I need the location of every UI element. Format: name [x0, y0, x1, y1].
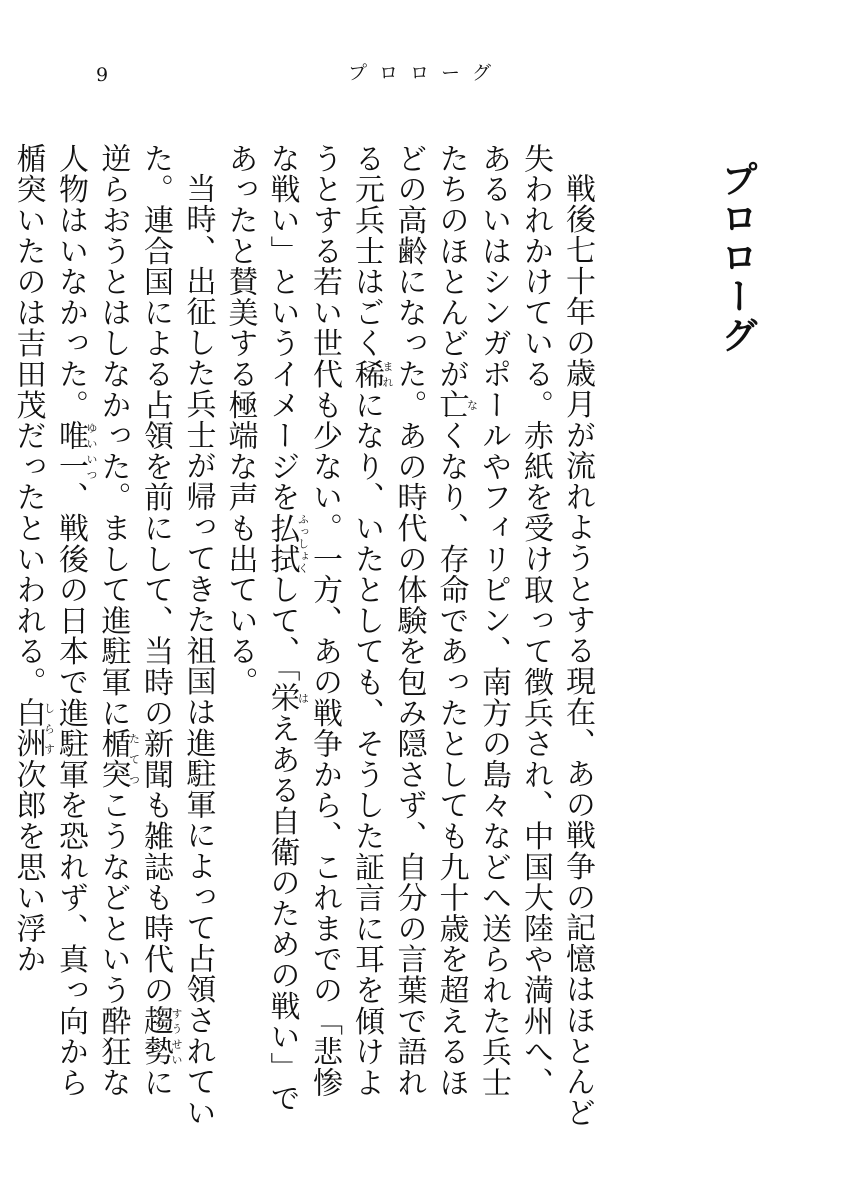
page-number: 9 — [96, 64, 109, 86]
text-run: えある自衛のための戦い」であったと賛美する極端な声も出ている。 — [222, 143, 300, 1114]
ruby-word — [95, 728, 141, 790]
ruby-word — [264, 512, 310, 575]
furigana: な — [465, 389, 479, 421]
furigana: まれ — [381, 358, 394, 390]
furigana: すうせい — [170, 1005, 183, 1067]
ruby-base: 唯一 — [53, 420, 88, 482]
ruby-base: 白洲 — [10, 697, 46, 760]
ruby-word — [264, 682, 310, 714]
furigana: ゆいいつ — [85, 420, 98, 482]
furigana: ふっしょく — [296, 512, 310, 575]
ruby-word — [53, 420, 98, 482]
text-run: 当時、出征した兵士が帰ってきた祖国は進駐軍によって占領されていた。連合国による占領を前にして、当時の新聞も雑誌も時代の — [138, 143, 216, 1128]
paragraph-2 — [7, 143, 219, 1128]
text-run: 戦後七十年の歳月が流れようとする現在、あの戦争の記憶はほとんど失われかけている。赤紙を受け取って徴兵され、中国大陸や満州へ、あるいはシンガポールやフィリピン、南方の島々などへ送られた兵士たちのほとんどが — [433, 143, 595, 1128]
running-head: プロローグ — [348, 62, 504, 84]
furigana: たてつ — [127, 728, 141, 790]
ruby-base: 趨勢 — [138, 1005, 173, 1068]
body-text — [10, 143, 598, 1128]
paragraph-1 — [219, 143, 599, 1128]
text-run: になり、いたとしても、そうした証言に耳を傾けようとする若い世代も少ない。一方、あの戦争から、これまでの「悲惨な戦い」というイメージを — [264, 143, 384, 1098]
furigana: は — [296, 682, 310, 714]
chapter-title: プロローグ — [714, 160, 759, 355]
ruby-word — [433, 389, 479, 421]
ruby-base: 楯突 — [95, 728, 131, 790]
ruby-word — [349, 358, 394, 390]
ruby-base: 栄 — [264, 682, 300, 714]
ruby-word — [10, 697, 56, 760]
ruby-word — [138, 1005, 183, 1068]
text-run: こうなどという酔狂な人物はいなかった。 — [53, 143, 131, 1098]
text-run: 次郎を思い浮か — [10, 759, 46, 975]
ruby-base: 亡 — [433, 389, 469, 421]
text-run: して、「 — [264, 574, 300, 683]
furigana: しらす — [42, 697, 56, 760]
ruby-base: 稀 — [349, 358, 384, 390]
ruby-base: 払拭 — [264, 512, 300, 575]
text-run: 、戦後の日本で進駐軍を恐れず、真っ向から楯突いたのは吉田茂だったといわれる。 — [10, 143, 88, 1098]
text-run: くなり、存命であったとしても九十歳を超えるほどの高齢になった。あの時代の体験を包み隠さず、自分の言葉で語れる元兵士はごく — [349, 143, 469, 1098]
text-run: に逆らおうとはしなかった。まして進駐軍に — [95, 143, 173, 1098]
